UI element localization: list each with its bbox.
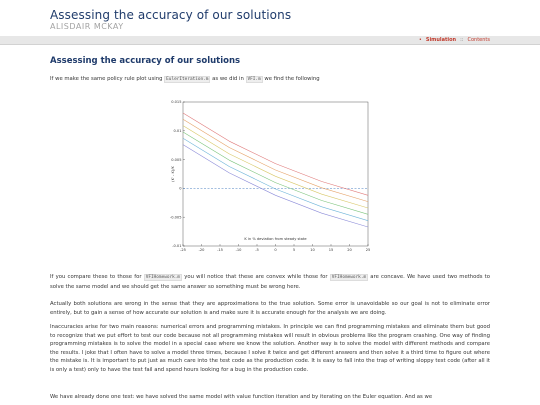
- series-line-5: [183, 138, 368, 220]
- page-content: [50, 56, 490, 66]
- code-vfi-homework: VFIHomework.m: [145, 275, 181, 280]
- x-tick-label: -25: [180, 248, 186, 252]
- x-tick-label: -10: [235, 248, 242, 252]
- x-axis-label: K in % deviation from steady state: [244, 237, 307, 241]
- code-euler-iteration: EulerIteration.m: [166, 77, 209, 82]
- code-vfi: VFI.m: [247, 77, 261, 82]
- chart-series: [183, 113, 368, 227]
- paragraph-tests: We have already done one test: we have solved the same model with value function iteration and by iterating on the Euler equation. And as we: [50, 394, 433, 400]
- y-axis-label: (K' - K)/K: [171, 166, 175, 182]
- x-tick-label: 5: [292, 248, 296, 252]
- x-tick-label: 15: [328, 248, 334, 252]
- y-tick-label: -0.005: [169, 215, 182, 220]
- text: we find the following: [262, 76, 320, 82]
- chart-axes: [183, 102, 368, 246]
- y-tick-label: 0.01: [173, 129, 182, 133]
- x-tick-label: -20: [198, 248, 205, 252]
- x-tick-label: -5: [255, 248, 259, 252]
- x-tick-label: 10: [310, 248, 315, 252]
- plot-frame: [183, 102, 368, 246]
- x-tick-label: 25: [365, 248, 371, 252]
- nav-separator: ::: [460, 37, 464, 43]
- text: are concave. We have used two methods to solve the same model and we should get the same answer so something must be wrong here.: [50, 274, 491, 290]
- nav-bar: [0, 36, 540, 45]
- y-tick-label: 0.015: [171, 100, 182, 105]
- site-author: ALISDAIR MCKAY: [50, 22, 124, 31]
- paragraph-inaccuracies: Inaccuracies arise for two main reasons: numerical errors and programming mistakes. In principle we can find programming mistakes and eliminate them but good to recognize that we put effort to test our code because not all programming mistakes will result in obvious problems like the program crashing. One way of finding programming mistakes is to solve the model in a special case where we know the solution. Another way is to solve the model with different methods and compare the results. I joke that I often have to solve a model three times, because I solve it twice and get different answers and then solve it a third time to figure out where the mistake is. It is important to put just as much care into the test code as the production code. It is easy to fall into the trap of writing sloppy test code (after all it is only a test) only to have the test fail and spend hours looking for a bug in the production code.: [50, 324, 490, 373]
- y-tick-label: -0.01: [172, 244, 182, 249]
- paragraph-comparison: [50, 273, 490, 291]
- y-tick-label: 0.005: [171, 157, 182, 162]
- site-title[interactable]: Assessing the accuracy of our solutions: [50, 8, 292, 22]
- x-tick-label: 0: [274, 248, 277, 252]
- text: as we did in: [210, 76, 246, 82]
- nav-links: [419, 37, 490, 43]
- paragraph-intro: [50, 75, 490, 85]
- paragraph-approximation: Actually both solutions are wrong in the sense that they are approximations to the true solution. Some error is unavoidable so our goal is not to eliminate error entirely, but to gain a sense of how accurate our solution is and make sure it is accurate enough for the analysis we are doing.: [50, 301, 490, 316]
- series-line-6: [183, 145, 368, 227]
- nav-bullet-icon: •: [418, 37, 422, 43]
- page-title: Assessing the accuracy of our solutions: [50, 56, 241, 66]
- site-header: [0, 0, 540, 36]
- text: If you compare these to those for: [50, 274, 144, 280]
- code-vfi-homework: VFIHomework.m: [331, 275, 367, 280]
- y-tick-label: 0: [179, 186, 182, 191]
- policy-rule-chart: [168, 98, 376, 258]
- text: you will notice that these are convex while those for: [182, 274, 330, 280]
- nav-link-contents[interactable]: Contents: [467, 37, 490, 43]
- series-line-4: [183, 132, 368, 214]
- x-tick-label: -15: [217, 248, 223, 252]
- text: If we make the same policy rule plot using: [50, 76, 165, 82]
- x-tick-label: 20: [347, 248, 352, 252]
- nav-link-simulation[interactable]: Simulation: [425, 37, 457, 43]
